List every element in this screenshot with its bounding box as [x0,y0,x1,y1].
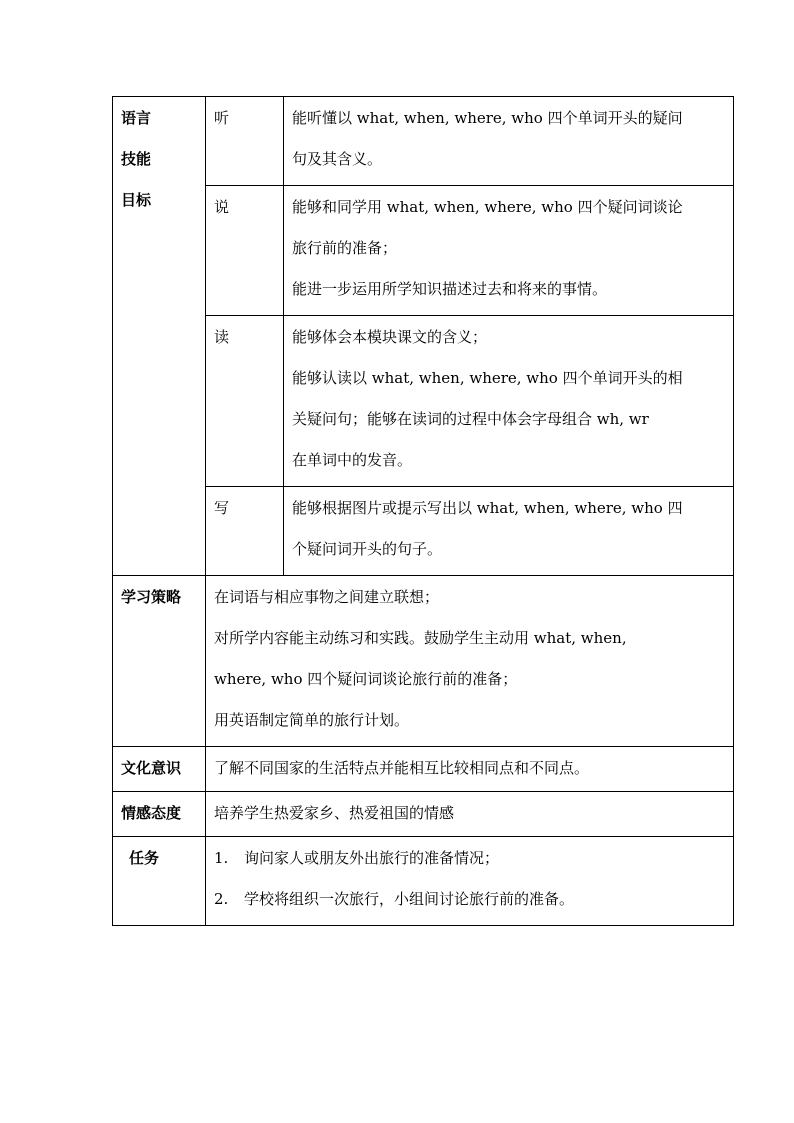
row-writing [113,487,734,576]
description-line: 句及其含义。 [292,150,383,168]
cultural-awareness-text: 了解不同国家的生活特点并能相互比较相同点和不同点。 [214,759,590,777]
description-line: 能够和同学用 what, when, where, who 四个疑问词谈论 [292,198,683,216]
language-skills-category-cell [113,97,206,576]
description-line: 能够根据图片或提示写出以 what, when, where, who 四 [292,499,683,517]
strategy-line: 用英语制定简单的旅行计划。 [214,711,410,729]
description-line: 旅行前的准备； [292,239,398,257]
sub-skill-label: 说 [214,198,230,216]
description-cell [284,186,734,316]
row-reading [113,316,734,487]
strategy-line: 对所学内容能主动练习和实践。鼓励学生主动用 what, when, [214,629,627,647]
sub-skill-cell [206,487,284,576]
emotional-attitude-content-cell [206,792,734,837]
emotional-attitude-text: 培养学生热爱家乡、热爱祖国的情感 [214,804,455,822]
sub-skill-label: 写 [214,499,230,517]
learning-strategy-label-cell [113,576,206,747]
task-item [214,884,727,925]
description-cell [284,487,734,576]
sub-skill-cell [206,316,284,487]
description-cell [284,97,734,186]
learning-strategy-label: 学习策略 [121,588,182,606]
task-number: 2. [214,890,229,908]
category-label-line: 目标 [121,191,152,209]
description-line: 能够认读以 what, when, where, who 四个单词开头的相 [292,369,683,387]
sub-skill-cell [206,97,284,186]
cultural-awareness-content-cell [206,747,734,792]
description-line: 关疑问句；能够在读词的过程中体会字母组合 wh, wr [292,410,649,428]
row-cultural-awareness [113,747,734,792]
row-emotional-attitude [113,792,734,837]
sub-skill-label: 读 [214,328,230,346]
task-text: 学校将组织一次旅行，小组间讨论旅行前的准备。 [244,890,575,908]
emotional-attitude-label: 情感态度 [121,804,182,822]
description-line: 能听懂以 what, when, where, who 四个单词开头的疑问 [292,109,683,127]
description-line: 个疑问词开头的句子。 [292,540,443,558]
sub-skill-cell [206,186,284,316]
description-line: 能够体会本模块课文的含义； [292,328,488,346]
task-item [214,843,727,884]
description-line: 在单词中的发音。 [292,451,413,469]
category-label-line: 技能 [121,150,152,168]
row-tasks [113,837,734,926]
tasks-label-cell [113,837,206,926]
description-line: 能进一步运用所学知识描述过去和将来的事情。 [292,280,608,298]
cultural-awareness-label: 文化意识 [121,759,182,777]
category-label-line: 语言 [121,109,152,127]
emotional-attitude-label-cell [113,792,206,837]
task-number: 1. [214,849,229,867]
row-listening [113,97,734,186]
row-learning-strategy [113,576,734,747]
row-speaking [113,186,734,316]
strategy-line: 在词语与相应事物之间建立联想； [214,588,440,606]
task-text: 询问家人或朋友外出旅行的准备情况； [244,849,500,867]
teaching-objectives-table [112,96,734,926]
strategy-line: where, who 四个疑问词谈论旅行前的准备； [214,670,518,688]
cultural-awareness-label-cell [113,747,206,792]
sub-skill-label: 听 [214,109,230,127]
description-cell [284,316,734,487]
learning-strategy-content-cell [206,576,734,747]
tasks-label: 任务 [129,849,160,867]
tasks-content-cell [206,837,734,926]
